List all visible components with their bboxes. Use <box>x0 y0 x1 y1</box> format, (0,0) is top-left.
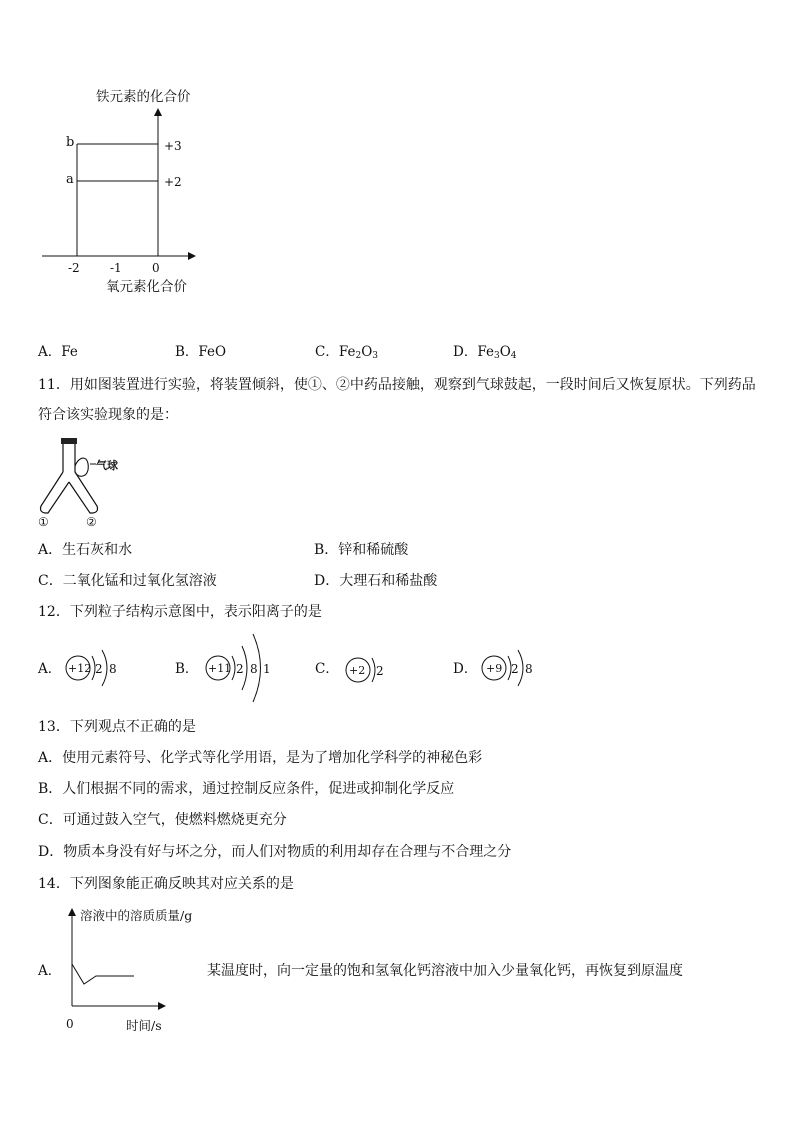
q10-option-c[interactable]: C．$Fe_2O_3$ <box>315 344 379 361</box>
leg-2-label: ② <box>86 515 97 528</box>
q12-atom-b <box>199 630 279 706</box>
balloon-label: 气球 <box>96 459 118 472</box>
balloon-icon <box>75 458 88 476</box>
label-a: a <box>66 172 74 187</box>
q12-option-c-letter[interactable]: C． <box>315 661 339 677</box>
tick-minus1: -1 <box>110 261 122 275</box>
shell-1: 2 <box>236 662 244 676</box>
q14-option-a-letter[interactable]: A． <box>38 963 62 979</box>
stopper-icon <box>61 438 77 444</box>
q12-option-d-letter[interactable]: D． <box>453 661 478 677</box>
shell-1: 2 <box>95 662 103 676</box>
q13-option-d[interactable]: D．物质本身没有好与坏之分，而人们对物质的利用却存在合理与不合理之分 <box>38 844 512 860</box>
valence-chart <box>36 84 206 296</box>
nucleus-charge: +9 <box>486 662 503 675</box>
q12-option-b-letter[interactable]: B． <box>175 661 199 677</box>
y-axis-label: 铁元素的化合价 <box>96 89 191 105</box>
label-b: b <box>66 135 75 150</box>
q13-stem: 13．下列观点不正确的是 <box>38 719 196 735</box>
shell-2: 8 <box>525 662 533 676</box>
x-axis-label: 时间/s <box>126 1018 162 1033</box>
q14-stem: 14．下列图象能正确反映其对应关系的是 <box>38 876 294 892</box>
q13-option-c[interactable]: C．可通过鼓入空气，使燃料燃烧更充分 <box>38 812 287 828</box>
q10-option-a[interactable]: A．Fe <box>38 344 78 360</box>
right-branch <box>69 472 98 513</box>
y-tube-apparatus <box>36 436 146 528</box>
q11-option-c[interactable]: C．二氧化锰和过氧化氢溶液 <box>38 573 217 589</box>
q11-stem-line2: 符合该实验现象的是： <box>38 407 178 423</box>
q12-stem: 12．下列粒子结构示意图中，表示阳离子的是 <box>38 604 322 620</box>
q11-stem-line1: 11．用如图装置进行实验，将装置倾斜，使①、②中药品接触，观察到气球鼓起，一段时间后又恢复原状。下列药品 <box>38 377 756 393</box>
nucleus-charge: +12 <box>68 662 92 675</box>
nucleus-charge: +11 <box>208 662 232 675</box>
q14-graph-a <box>60 904 210 1036</box>
shell-1: 2 <box>376 664 384 678</box>
tick-zero: 0 <box>152 261 160 275</box>
q12-atom-d <box>478 644 548 694</box>
tick-plus2: +2 <box>164 175 182 189</box>
shell-2: 8 <box>109 662 117 676</box>
q13-option-a[interactable]: A．使用元素符号、化学式等化学用语，是为了增加化学科学的神秘色彩 <box>38 750 483 766</box>
shell-3: 1 <box>263 662 271 676</box>
q13-option-b[interactable]: B．人们根据不同的需求，通过控制反应条件，促进或抑制化学反应 <box>38 781 455 797</box>
x-axis-label: 氧元素化合价 <box>106 279 187 295</box>
origin-label: 0 <box>66 1017 74 1031</box>
left-branch <box>41 472 70 513</box>
mass-curve <box>72 964 134 984</box>
q11-option-d[interactable]: D．大理石和稀盐酸 <box>314 573 438 589</box>
q12-atom-c <box>342 650 392 690</box>
q14-option-a-description: 某温度时，向一定量的饱和氢氧化钙溶液中加入少量氧化钙，再恢复到原温度 <box>207 963 683 979</box>
q12-atom-a <box>62 644 132 694</box>
q10-option-b[interactable]: B．FeO <box>175 344 227 360</box>
nucleus-charge: +2 <box>349 664 366 677</box>
q10-option-d[interactable]: D．$Fe_3O_4$ <box>453 344 517 361</box>
shell-2: 8 <box>250 662 258 676</box>
q11-option-a[interactable]: A．生石灰和水 <box>38 542 133 558</box>
q11-option-b[interactable]: B．锌和稀硫酸 <box>314 542 409 558</box>
tick-plus3: +3 <box>164 139 182 153</box>
leg-1-label: ① <box>38 515 49 528</box>
shell-1: 2 <box>511 662 519 676</box>
q12-option-a-letter[interactable]: A． <box>38 661 62 677</box>
tick-minus2: -2 <box>68 261 80 275</box>
y-axis-label: 溶液中的溶质质量/g <box>80 908 193 923</box>
